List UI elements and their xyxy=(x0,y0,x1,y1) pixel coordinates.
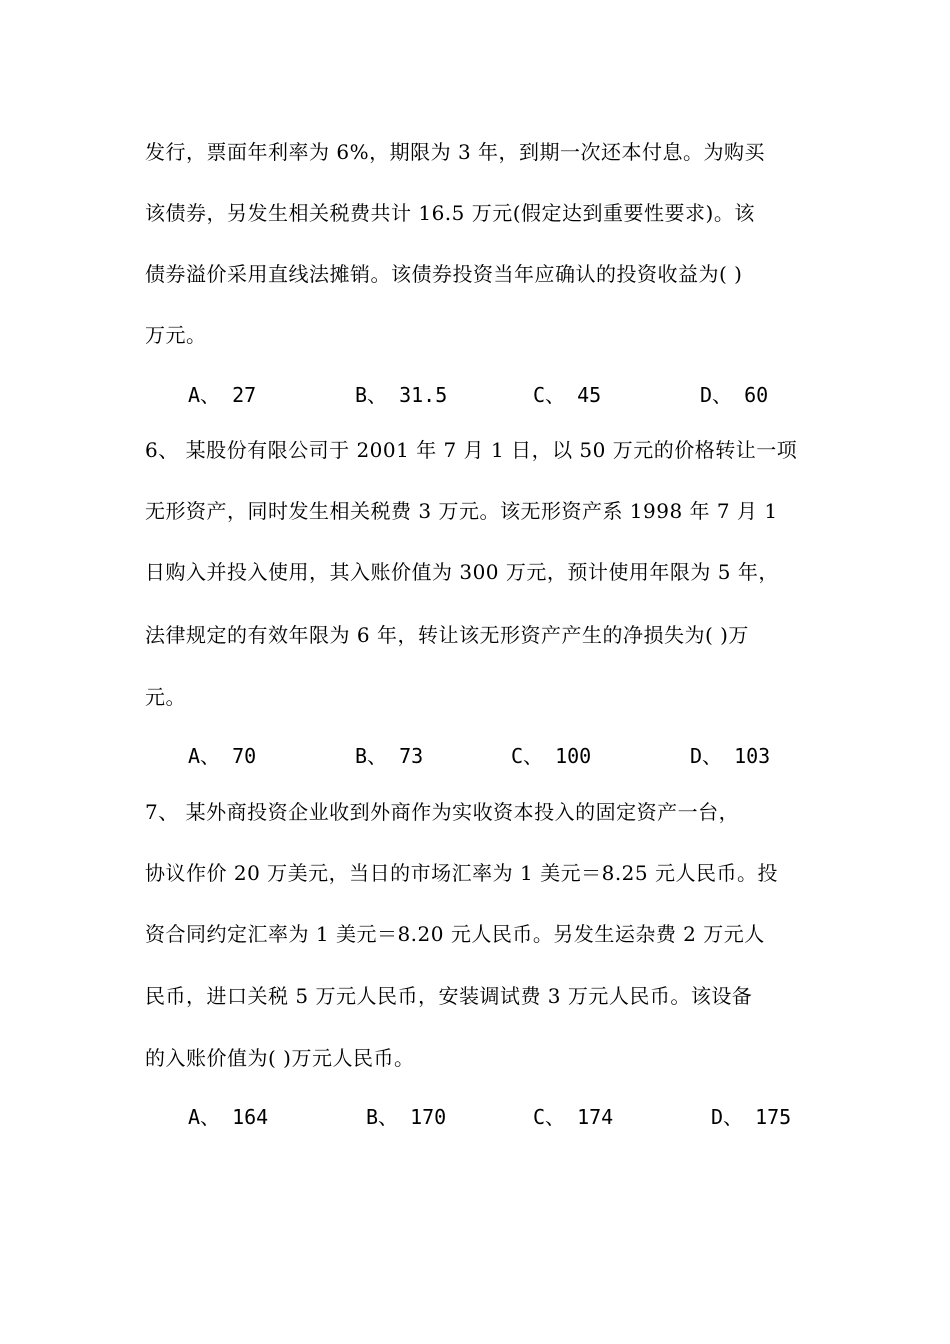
q5-line-3: 债券溢价采用直线法摊销。该债券投资当年应确认的投资收益为( ) xyxy=(145,262,743,286)
q7-line-3: 资合同约定汇率为 1 美元＝8.20 元人民币。另发生运杂费 2 万元人 xyxy=(145,922,765,946)
q6-line-2: 无形资产，同时发生相关税费 3 万元。该无形资产系 1998 年 7 月 1 xyxy=(145,499,778,523)
q7-line-5: 的入账价值为( )万元人民币。 xyxy=(145,1046,415,1070)
q7-option-b: B、 170 xyxy=(366,1105,447,1129)
q6-option-d: D、 103 xyxy=(690,744,771,768)
q7-line-1: 7、 某外商投资企业收到外商作为实收资本投入的固定资产一台， xyxy=(145,800,740,824)
q7-option-c: C、 174 xyxy=(533,1105,614,1129)
q5-option-a: A、 27 xyxy=(188,383,257,407)
q7-line-4: 民币，进口关税 5 万元人民币，安装调试费 3 万元人民币。该设备 xyxy=(145,984,753,1008)
q6-option-b: B、 73 xyxy=(355,744,424,768)
q7-option-d: D、 175 xyxy=(711,1105,792,1129)
q6-line-1: 6、 某股份有限公司于 2001 年 7 月 1 日，以 50 万元的价格转让一项 xyxy=(145,438,798,462)
q5-option-b: B、 31.5 xyxy=(355,383,448,407)
q6-option-c: C、 100 xyxy=(511,744,592,768)
q5-option-c: C、 45 xyxy=(533,383,602,407)
q7-line-2: 协议作价 20 万美元，当日的市场汇率为 1 美元＝8.25 元人民币。投 xyxy=(145,861,778,885)
q6-line-3: 日购入并投入使用，其入账价值为 300 万元，预计使用年限为 5 年， xyxy=(145,560,779,584)
q6-line-4: 法律规定的有效年限为 6 年，转让该无形资产产生的净损失为( )万 xyxy=(145,623,749,647)
q7-option-a: A、 164 xyxy=(188,1105,269,1129)
q5-line-2: 该债券，另发生相关税费共计 16.5 万元(假定达到重要性要求)。该 xyxy=(145,201,755,225)
q6-option-a: A、 70 xyxy=(188,744,257,768)
q5-line-1: 发行，票面年利率为 6%，期限为 3 年，到期一次还本付息。为购买 xyxy=(145,140,766,164)
q5-option-d: D、 60 xyxy=(700,383,769,407)
q6-line-5: 元。 xyxy=(145,685,186,709)
q5-line-4: 万元。 xyxy=(145,323,207,347)
